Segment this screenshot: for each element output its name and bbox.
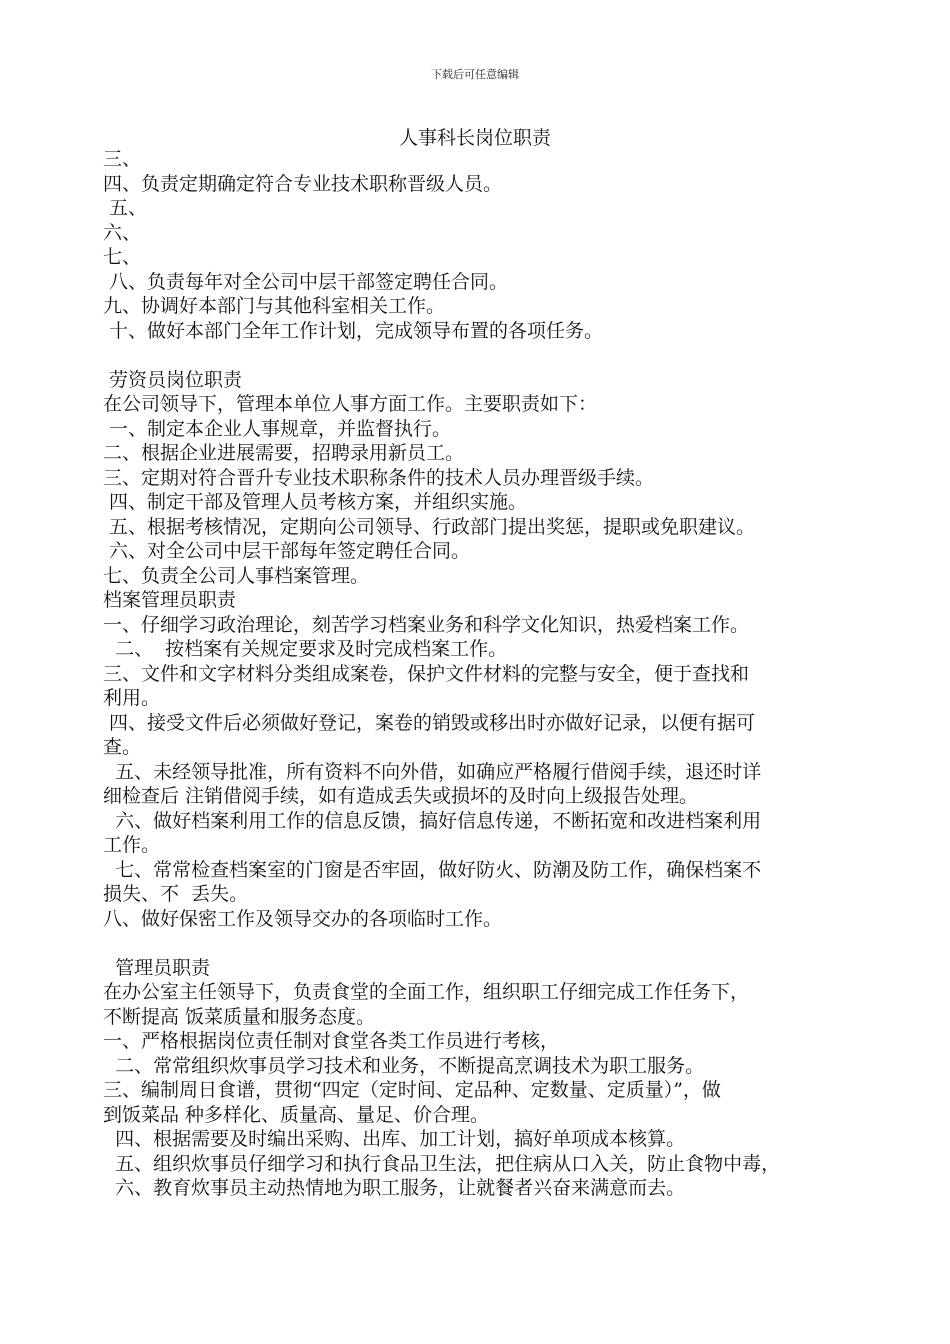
body-line: 五、 xyxy=(103,197,148,219)
body-line: 档案管理员职责 xyxy=(103,589,237,611)
body-line: 六、 xyxy=(103,222,142,244)
body-line: 一、制定本企业人事规章，并监督执行。 xyxy=(103,418,452,440)
body-line: 三、 xyxy=(103,148,142,170)
body-line: 不断提高 饭菜质量和服务态度。 xyxy=(103,1006,376,1028)
body-line: 四、负责定期确定符合专业技术职称晋级人员。 xyxy=(103,173,503,195)
body-line: 七、负责全公司人事档案管理。 xyxy=(103,565,370,587)
body-line: 四、接受文件后必须做好登记，案卷的销毁或移出时亦做好记录，以便有据可 xyxy=(103,712,756,734)
body-line: 六、做好档案利用工作的信息反馈，搞好信息传递，不断拓宽和改进档案利用 xyxy=(103,810,762,832)
body-line: 六、教育炊事员主动热情地为职工服务，让就餐者兴奋来满意而去。 xyxy=(103,1177,686,1199)
body-line: 在办公室主任领导下，负责食堂的全面工作，组织职工仔细完成工作任务下， xyxy=(103,981,750,1003)
body-line: 五、组织炊事员仔细学习和执行食品卫生法，把住病从口入关，防止食物中毒， xyxy=(103,1153,781,1175)
body-line: 三、定期对符合晋升专业技术职称条件的技术人员办理晋级手续。 xyxy=(103,467,655,489)
body-line: 三、编制周日食谱，贯彻“四定（定时间、定品种、定数量、定质量）”，做 xyxy=(103,1079,721,1101)
body-line: 到饭菜品 种多样化、质量高、量足、价合理。 xyxy=(103,1104,490,1126)
body-line: 五、未经领导批准，所有资料不向外借，如确应严格履行借阅手续，退还时详 xyxy=(103,761,762,783)
body-line: 四、制定干部及管理人员考核方案，并组织实施。 xyxy=(103,491,528,513)
body-line: 八、负责每年对全公司中层干部签定聘任合同。 xyxy=(103,271,509,293)
body-line: 六、对全公司中层干部每年签定聘任合同。 xyxy=(103,540,471,562)
body-line: 二、常常组织炊事员学习技术和业务，不断提高烹调技术为职工服务。 xyxy=(103,1055,705,1077)
body-line: 损失、不 丢失。 xyxy=(103,883,249,905)
body-line: 在公司领导下，管理本单位人事方面工作。主要职责如下： xyxy=(103,393,598,415)
body-line: 劳资员岗位职责 xyxy=(103,369,243,391)
body-line: 九、协调好本部门与其他科室相关工作。 xyxy=(103,295,446,317)
body-line: 一、仔细学习政治理论，刻苦学习档案业务和科学文化知识，热爱档案工作。 xyxy=(103,614,750,636)
body-line: 利用。 xyxy=(103,687,161,709)
body-line: 查。 xyxy=(103,736,142,758)
page-header: 下载后可任意编辑 xyxy=(431,68,519,81)
body-line: 十、做好本部门全年工作计划，完成领导布置的各项任务。 xyxy=(103,320,604,342)
body-line: 五、根据考核情况，定期向公司领导、行政部门提出奖惩，提职或免职建议。 xyxy=(103,516,756,538)
body-line: 二、根据企业进展需要，招聘录用新员工。 xyxy=(103,442,465,464)
body-line: 工作。 xyxy=(103,834,161,856)
body-line: 一、严格根据岗位责任制对食堂各类工作员进行考核， xyxy=(103,1030,560,1052)
body-line: 二、 按档案有关规定要求及时完成档案工作。 xyxy=(103,638,508,660)
body-line: 管理员职责 xyxy=(103,957,211,979)
body-line: 八、做好保密工作及领导交办的各项临时工作。 xyxy=(103,908,503,930)
body-line: 三、文件和文字材料分类组成案卷，保护文件材料的完整与安全，便于查找和 xyxy=(103,663,750,685)
body-line: 七、常常检查档案室的门窗是否牢固，做好防火、防潮及防工作，确保档案不 xyxy=(103,859,762,881)
body-line: 细检查后 注销借阅手续，如有造成丢失或损坏的及时向上级报告处理。 xyxy=(103,785,699,807)
body-line: 七、 xyxy=(103,246,142,268)
body-line: 四、根据需要及时编出采购、出库、加工计划，搞好单项成本核算。 xyxy=(103,1128,686,1150)
document-title: 人事科长岗位职责 xyxy=(398,127,551,149)
